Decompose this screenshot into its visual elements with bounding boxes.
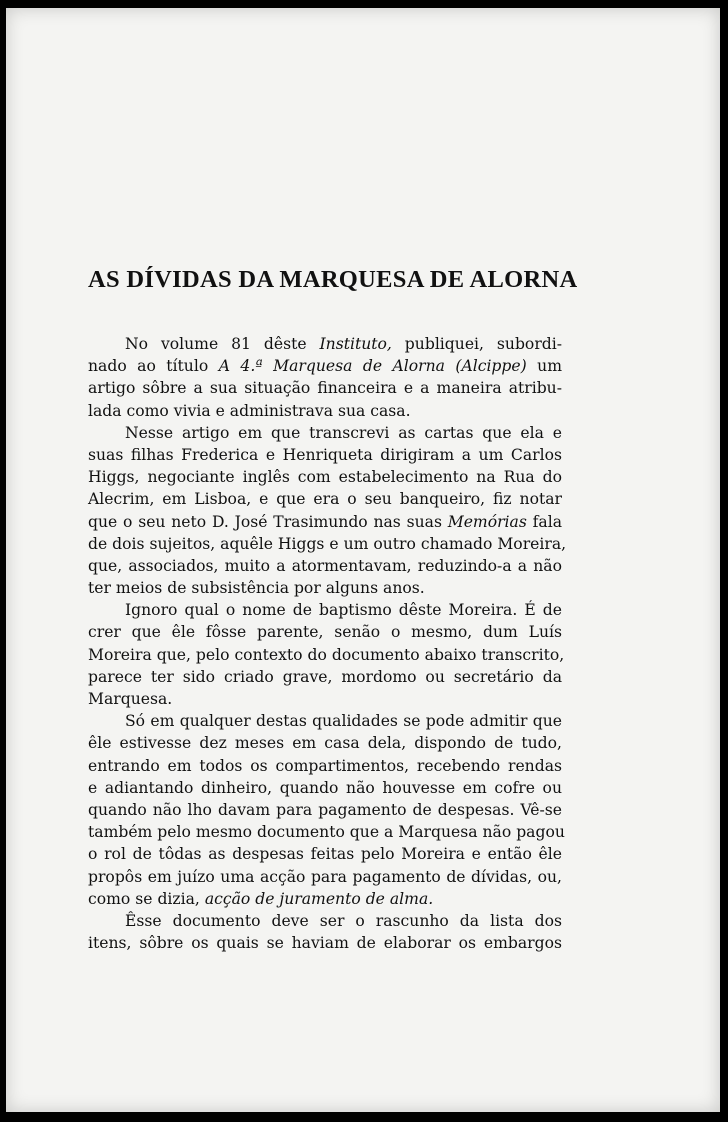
scanned-page <box>6 8 720 1112</box>
text-line: Êsse documento deve ser o rascunho da lista dos <box>125 911 562 930</box>
text-line: o rol de tôdas as despesas feitas pelo Moreira e então êle <box>88 845 562 864</box>
article-body <box>88 333 567 954</box>
text-line: ter meios de subsistência por alguns anos. <box>88 579 425 598</box>
text-line: como se dizia, acção de juramento de alma. <box>88 889 434 908</box>
text-line: nado ao título A 4.ª Marquesa de Alorna (Alcippe) um <box>88 357 562 376</box>
text-line: parece ter sido criado grave, mordomo ou secretário da <box>88 667 562 686</box>
text-line: crer que êle fôsse parente, senão o mesmo, dum Luís <box>88 623 562 642</box>
text-line: No volume 81 dêste Instituto, publiquei, subordi- <box>125 335 563 353</box>
text-line: que o seu neto D. José Trasimundo nas suas Memórias fala <box>88 512 562 531</box>
text-line: lada como vivia e administrava sua casa. <box>88 401 411 420</box>
text-line: artigo sôbre a sua situação financeira e a maneira atribu- <box>88 379 562 398</box>
text-line: suas filhas Frederica e Henriqueta dirigiram a um Carlos <box>88 445 562 464</box>
text-line: itens, sôbre os quais se haviam de elaborar os embargos <box>88 934 562 953</box>
text-line: Só em qualquer destas qualidades se pode admitir que <box>125 712 562 731</box>
text-line: também pelo mesmo documento que a Marquesa não pagou <box>88 823 565 842</box>
text-line: que, associados, muito a atormentavam, reduzindo-a a não <box>88 556 562 575</box>
text-line: quando não lho davam para pagamento de despesas. Vê-se <box>88 800 562 819</box>
text-line: de dois sujeitos, aquêle Higgs e um outro chamado Moreira, <box>88 534 567 553</box>
text-line: êle estivesse dez meses em casa dela, dispondo de tudo, <box>88 734 562 753</box>
text-line: entrando em todos os compartimentos, recebendo rendas <box>88 756 562 775</box>
text-line: Nesse artigo em que transcrevi as cartas que ela e <box>125 423 562 442</box>
text-line: Marquesa. <box>88 690 173 708</box>
article-title: AS DÍVIDAS DA MARQUESA DE ALORNA <box>88 266 578 293</box>
text-line: e adiantando dinheiro, quando não houvesse em cofre ou <box>88 778 562 797</box>
text-line: propôs em juízo uma acção para pagamento de dívidas, ou, <box>88 867 562 886</box>
text-line: Moreira que, pelo contexto do documento abaixo transcrito, <box>88 645 565 664</box>
article <box>88 260 578 953</box>
text-line: Ignoro qual o nome de baptismo dêste Moreira. É de <box>125 601 562 620</box>
text-line: Alecrim, em Lisboa, e que era o seu banqueiro, fiz notar <box>88 490 562 509</box>
text-line: Higgs, negociante inglês com estabelecimento na Rua do <box>88 468 562 487</box>
